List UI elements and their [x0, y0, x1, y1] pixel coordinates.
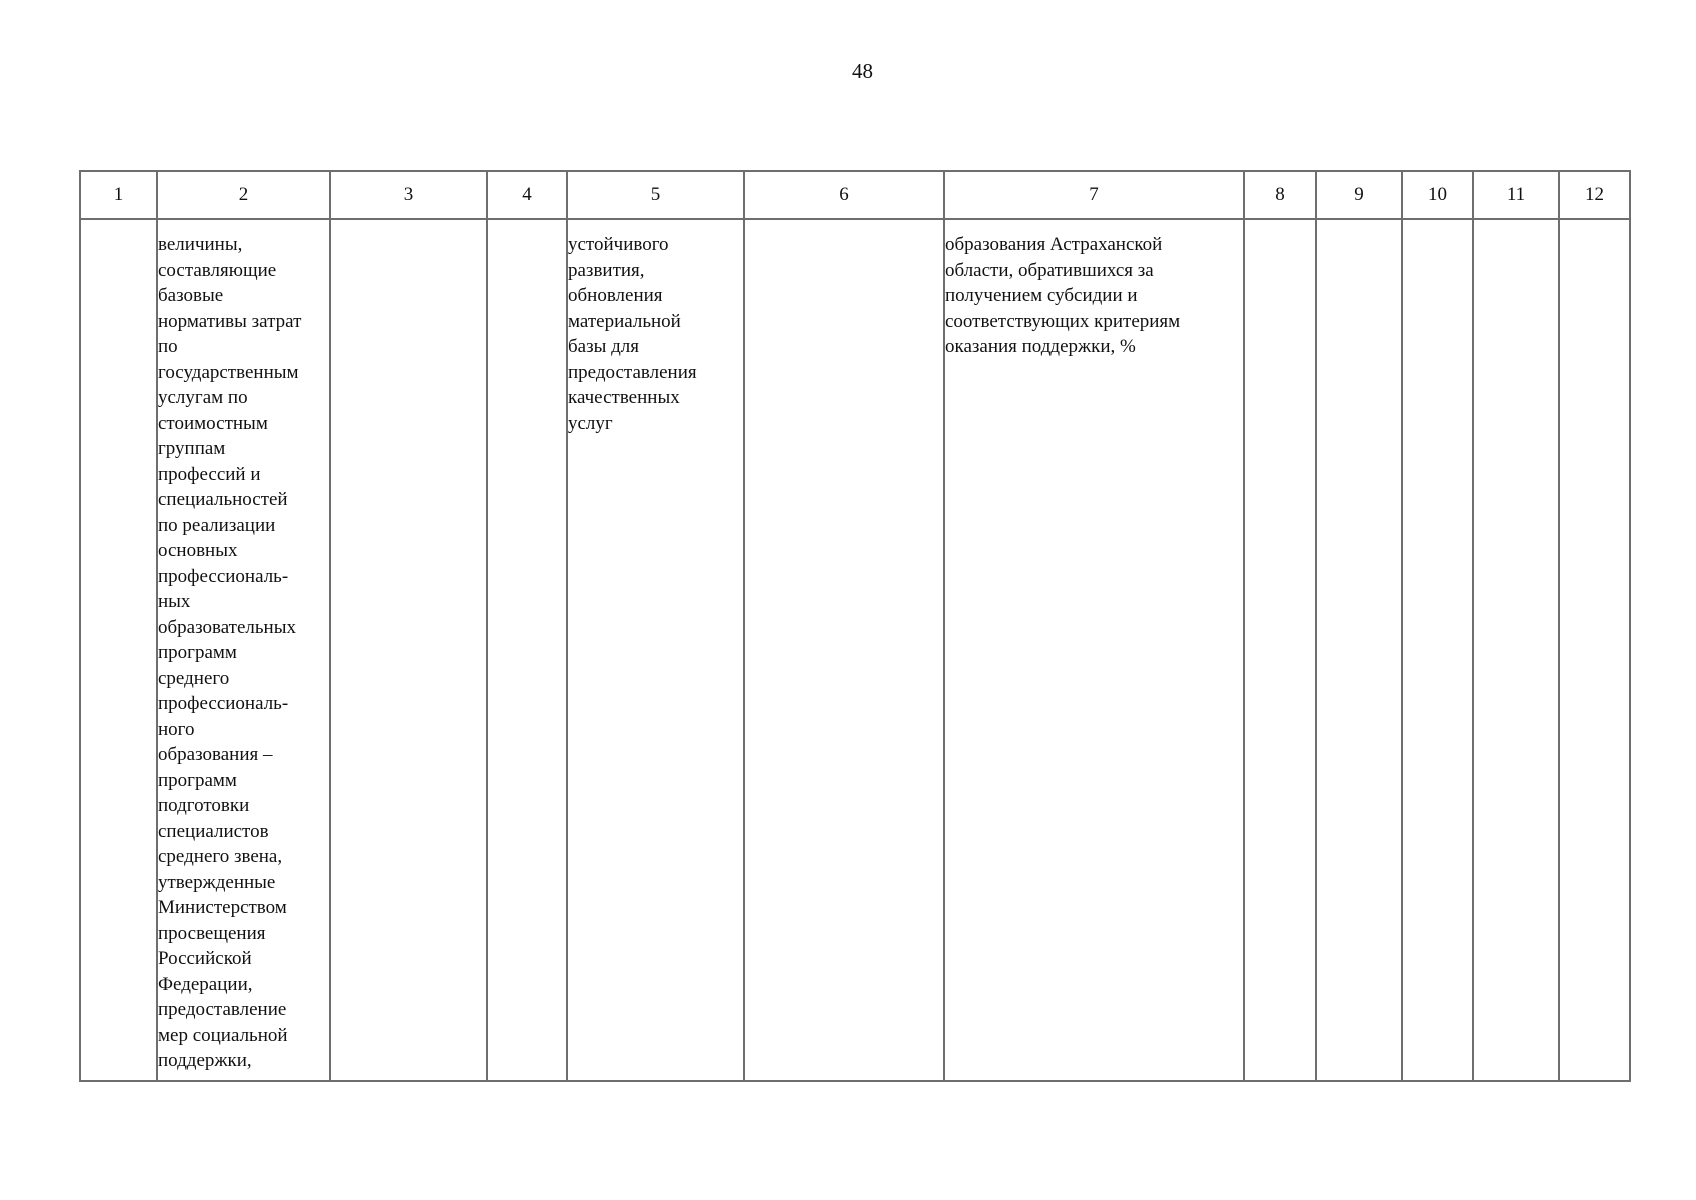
column-header: 8: [1244, 171, 1316, 219]
cell-text-line: качественных: [568, 387, 680, 408]
cell-text-line: по: [158, 336, 178, 357]
cell-text-line: профессий и: [158, 463, 261, 485]
cell-text-line: Федерации,: [158, 973, 253, 995]
cell-text-line: ных: [158, 591, 191, 612]
table-cell-col-6: [744, 219, 944, 1081]
cell-text-line: специальностей: [158, 489, 288, 510]
table-header-row: [80, 171, 1630, 219]
column-header: 9: [1316, 171, 1402, 219]
table-cell-col-5: [567, 219, 744, 1081]
cell-text-line: нормативы затрат: [158, 310, 302, 332]
table-cell-col-7: [944, 219, 1244, 1081]
cell-text-line: предоставление: [158, 999, 287, 1020]
table-cell-col-1: [80, 219, 157, 1081]
table-cell-col-9: [1316, 219, 1402, 1081]
cell-text-line: составляющие: [158, 259, 277, 281]
cell-text-line: образования –: [158, 744, 273, 765]
table-cell-col-3: [330, 219, 487, 1081]
cell-text-line: устойчивого: [568, 234, 669, 255]
cell-text-line: специалистов: [158, 820, 269, 842]
cell-text-line: Министерством: [158, 897, 287, 918]
cell-text-line: поддержки,: [158, 1050, 252, 1071]
cell-text-line: мер социальной: [158, 1024, 288, 1046]
table-cell-col-8: [1244, 219, 1316, 1081]
cell-text-col-2: [158, 232, 329, 1074]
cell-text-line: среднего звена,: [158, 846, 283, 867]
cell-text-col-7: [945, 232, 1243, 360]
cell-text-line: стоимостным: [158, 412, 268, 434]
cell-text-line: образовательных: [158, 616, 296, 638]
column-header: 6: [744, 171, 944, 219]
cell-text-line: подготовки: [158, 795, 250, 816]
cell-text-line: соответствующих критериям: [945, 310, 1181, 332]
table-cell-col-11: [1473, 219, 1559, 1081]
column-header: 1: [80, 171, 157, 219]
cell-text-line: программ: [158, 769, 237, 791]
cell-text-line: получением субсидии и: [945, 285, 1138, 306]
cell-text-line: просвещения: [158, 922, 266, 944]
cell-text-line: группам: [158, 438, 226, 459]
cell-text-line: государственным: [158, 361, 299, 383]
cell-text-line: услугам по: [158, 387, 248, 408]
cell-text-col-5: [568, 232, 743, 436]
table-cell-col-12: [1559, 219, 1630, 1081]
table-cell-col-2: [157, 219, 330, 1081]
table-cell-col-4: [487, 219, 567, 1081]
cell-text-line: материальной: [568, 310, 681, 332]
cell-text-line: образования Астраханской: [945, 234, 1163, 255]
cell-text-line: базовые: [158, 285, 224, 306]
document-table: [79, 170, 1631, 1082]
cell-text-line: области, обратившихся за: [945, 259, 1154, 281]
column-header: 4: [487, 171, 567, 219]
cell-text-line: основных: [158, 540, 238, 561]
cell-text-line: по реализации: [158, 514, 276, 536]
cell-text-line: среднего: [158, 667, 230, 689]
cell-text-line: развития,: [568, 259, 645, 281]
column-header: 7: [944, 171, 1244, 219]
table-cell-col-10: [1402, 219, 1473, 1081]
column-header: 12: [1559, 171, 1630, 219]
cell-text-line: ного: [158, 718, 195, 740]
cell-text-line: услуг: [568, 412, 613, 434]
cell-text-line: величины,: [158, 234, 243, 255]
cell-text-line: утвержденные: [158, 871, 276, 893]
column-header: 3: [330, 171, 487, 219]
column-header: 11: [1473, 171, 1559, 219]
cell-text-line: предоставления: [568, 361, 697, 383]
column-header: 5: [567, 171, 744, 219]
page-number: 48: [852, 59, 873, 83]
cell-text-line: профессиональ-: [158, 693, 289, 714]
column-header: 2: [157, 171, 330, 219]
table-row: [80, 219, 1630, 1081]
cell-text-line: обновления: [568, 285, 663, 306]
column-header: 10: [1402, 171, 1473, 219]
cell-text-line: профессиональ-: [158, 565, 289, 587]
cell-text-line: оказания поддержки, %: [945, 336, 1136, 357]
cell-text-line: Российской: [158, 948, 252, 969]
cell-text-line: базы для: [568, 336, 640, 357]
cell-text-line: программ: [158, 642, 237, 663]
